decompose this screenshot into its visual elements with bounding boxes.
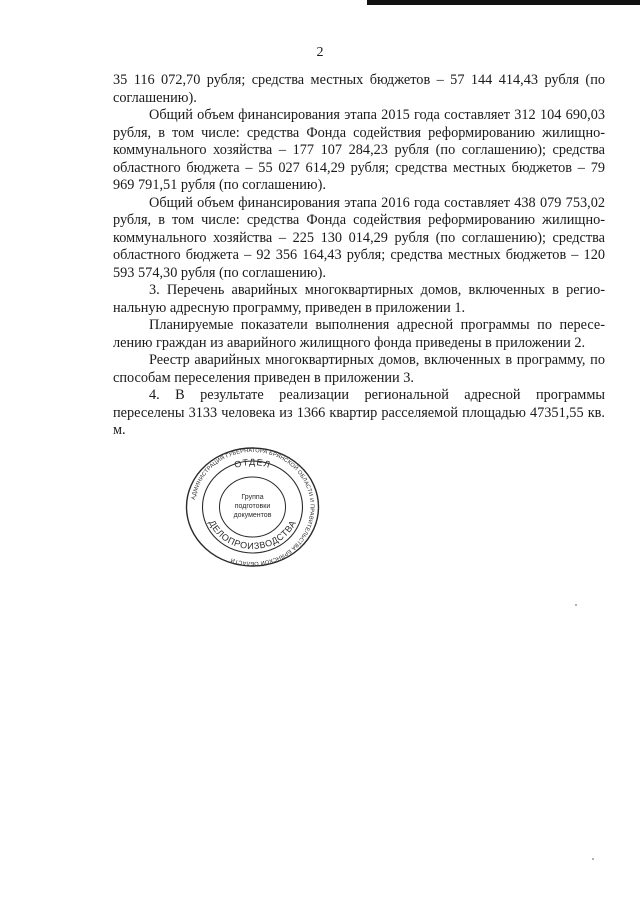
paragraph-financing-2016: Общий объем финансирования этапа 2016 года составляет 438 079 753,02 рубля, в том числе: средства Фонда содействия реформированию жилищно-коммунального хозяйства – 225 130 014,29 рубля (по соглашению); средства областного бюджета – 92 356 164,43 рубля; средства местных бюджетов – 120 593 574,30 рубля (по соглашению). <box>113 194 605 281</box>
office-stamp <box>185 447 320 567</box>
paragraph-planned-indicators: Планируемые показатели выполнения адресной программы по пересе-лению граждан из аварийного жилищного фонда приведены в приложении 2. <box>113 317 605 351</box>
paragraph-financing-2015: Общий объем финансирования этапа 2015 года составляет 312 104 690,03 рубля, в том числе: средства Фонда содействия реформированию жилищно-коммунального хозяйства – 177 107 284,23 рубля (по соглашению); средства областного бюджета – 55 027 614,29 рубля; средства местных бюджетов – 79 969 791,51 рубля (по соглашению). <box>113 107 605 193</box>
stamp-graphic <box>185 447 320 567</box>
paragraph-item-3: 3. Перечень аварийных многоквартирных домов, включенных в регио-нальную адресную программу, приведен в приложении 1. <box>113 282 605 316</box>
scan-speck <box>575 604 577 606</box>
document-body <box>113 72 605 440</box>
paragraph-continuation: 35 116 072,70 рубля; средства местных бюджетов – 57 144 414,43 рубля (по соглашению). <box>113 72 605 106</box>
stamp-records-text: ДЕЛОПРОИЗВОДСТВА <box>206 518 299 552</box>
paragraph-registry: Реестр аварийных многоквартирных домов, включенных в программу, по способам переселения приведен в приложении 3. <box>113 352 605 386</box>
stamp-outer-text: АДМИНИСТРАЦИЯ ГУБЕРНАТОРА БРЯНСКОЙ ОБЛАСТИ И ПРАВИТЕЛЬСТВА БРЯНСКОЙ ОБЛАСТИ <box>191 447 315 567</box>
stamp-center-line-2: подготовки <box>234 503 271 510</box>
stamp-department-text: ОТДЕЛ <box>233 456 273 470</box>
top-edge-mark <box>367 0 640 5</box>
stamp-center-line-3: документов <box>233 512 272 519</box>
page-number: 2 <box>316 45 324 60</box>
stamp-center-line-1: Группа <box>241 494 264 501</box>
paragraph-item-4: 4. В результате реализации региональной адресной программы переселены 3133 человека из 1366 квартир расселяемой площадью 47351,55 кв. м. <box>113 387 605 438</box>
scan-speck <box>592 858 594 860</box>
